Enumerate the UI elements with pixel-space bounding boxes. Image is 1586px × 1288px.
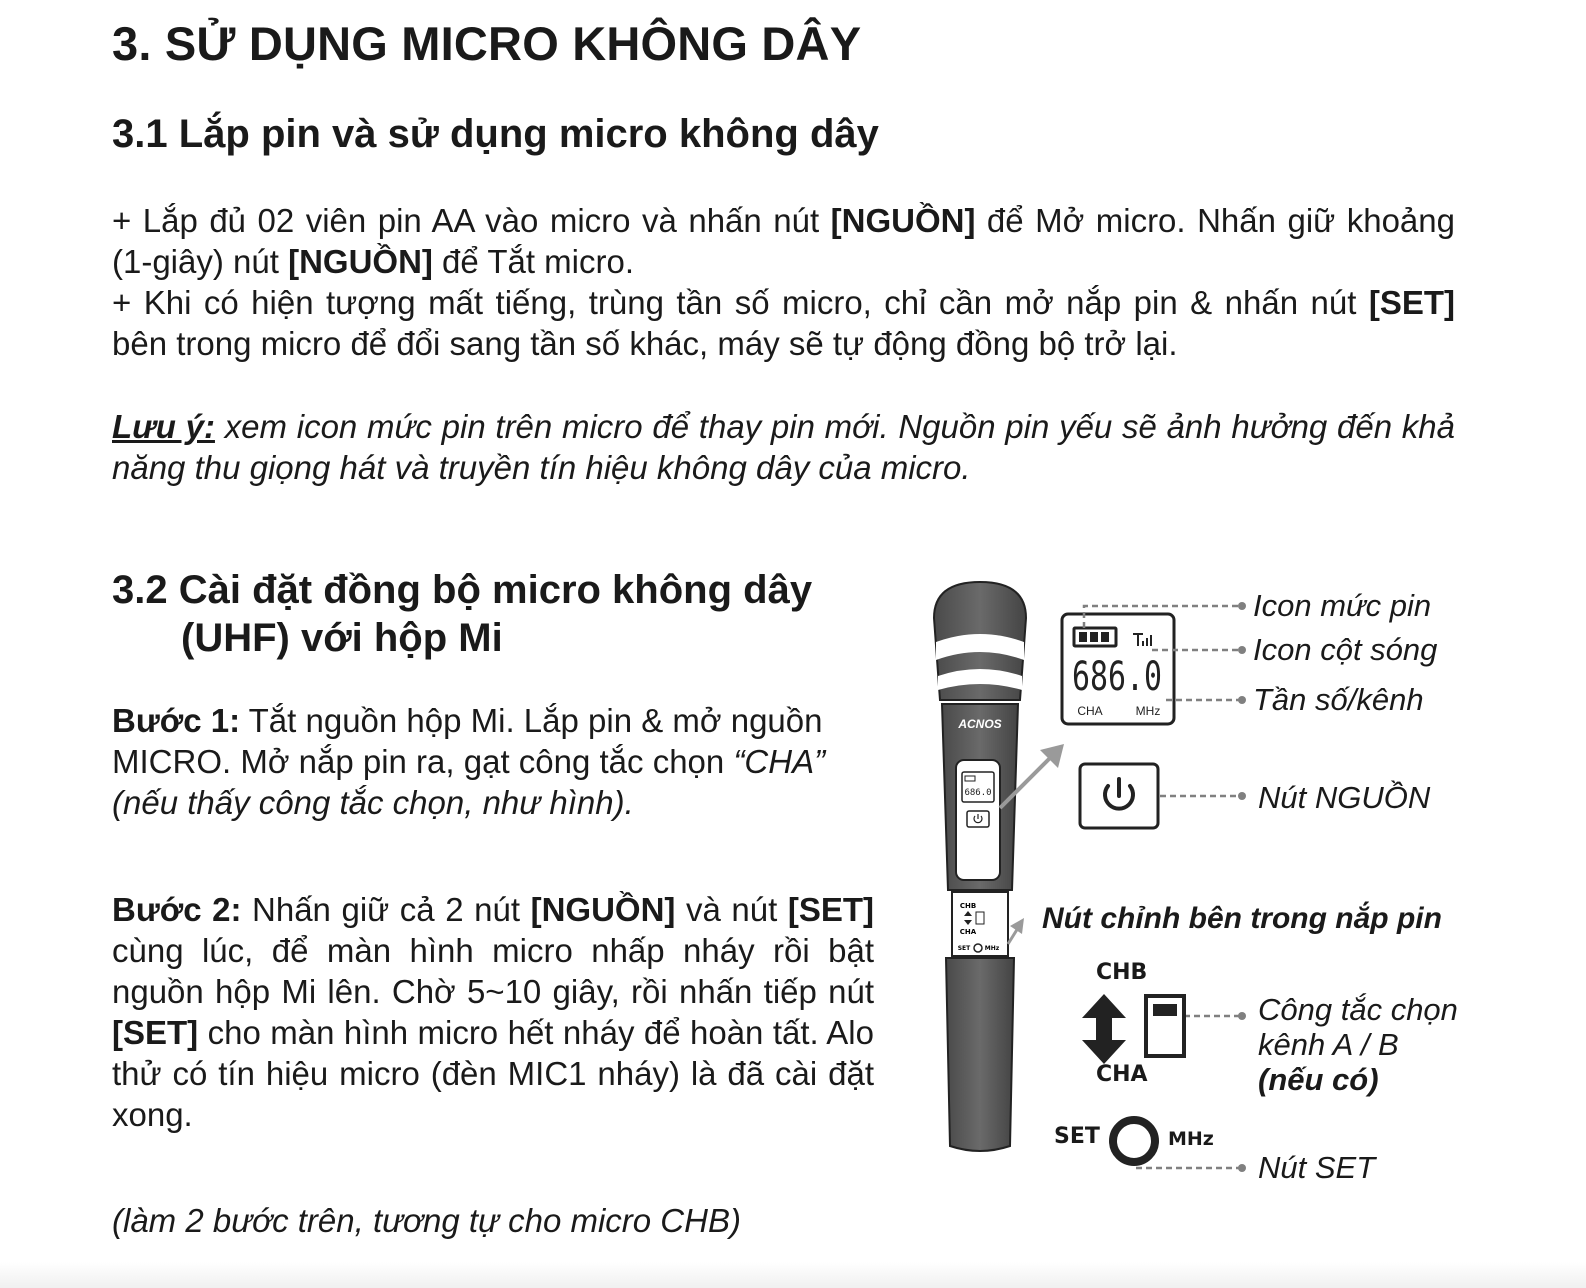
text: bên trong micro để đổi sang tần số khác, máy sẽ tự động đồng bộ trở lại. — [112, 325, 1178, 362]
text: để Tắt micro. — [432, 243, 635, 280]
step-1-label: Bước 1: — [112, 702, 241, 739]
display-cha: CHA — [1077, 704, 1103, 718]
label-inner-button: Nút chỉnh bên trong nắp pin — [1042, 902, 1442, 935]
label-power-button: Nút NGUỒN — [1258, 780, 1431, 815]
footnote: (làm 2 bước trên, tương tự cho micro CHB) — [112, 1202, 741, 1239]
text: Nhấn giữ cả 2 nút — [241, 891, 531, 928]
up-down-arrow-icon — [1082, 994, 1126, 1064]
mic-lower-handle — [946, 958, 1014, 1151]
set-button-ref: [SET] — [1368, 284, 1455, 321]
subsection-title-3-1: 3.1 Lắp pin và sử dụng micro không dây — [112, 112, 879, 156]
channel-switch-knob — [1153, 1004, 1177, 1016]
mini-display-freq: 686.0 — [964, 788, 992, 798]
label-set-button: Nút SET — [1258, 1150, 1376, 1185]
title-line-2: (UHF) với hộp Mi — [181, 616, 503, 660]
mini-chb: CHB — [959, 902, 977, 910]
battery-cell — [1090, 632, 1098, 642]
mic-brand: ACNOS — [958, 717, 1002, 731]
switch-cha-label: CHA — [1096, 1062, 1148, 1087]
title-line-1: 3.2 Cài đặt đồng bộ micro không dây — [112, 568, 813, 612]
note-label: Lưu ý: — [112, 408, 215, 445]
battery-cell — [1101, 632, 1109, 642]
text: (nếu thấy công tắc chọn, như hình). — [112, 784, 634, 821]
mini-set: SET — [957, 945, 971, 952]
text: Tắt nguồn hộp Mi. Lắp pin & mở nguồn MICRO. Mở nắp pin ra, gạt công tắc chọn — [112, 702, 823, 780]
set-label: SET — [1054, 1124, 1100, 1149]
label-frequency: Tần số/kênh — [1253, 682, 1424, 717]
inner-arrow — [1008, 928, 1018, 944]
label-switch-line-2: kênh A / B — [1258, 1027, 1399, 1062]
section-title: 3. SỬ DỤNG MICRO KHÔNG DÂY — [112, 17, 862, 70]
cha-ref: “CHA” — [733, 743, 826, 780]
text: + Lắp đủ 02 viên pin AA vào micro và nhấn nút — [112, 202, 831, 239]
text: và nút — [675, 891, 788, 928]
set-button-ref: [SET] — [112, 1014, 199, 1051]
power-button-ref: [NGUỒN] — [830, 202, 976, 239]
leader-dots — [1238, 602, 1246, 1172]
page-bottom-edge — [0, 1262, 1586, 1288]
text: cùng lúc, để màn hình micro nhấp nháy rồi bật nguồn hộp Mi lên. Chờ 5~10 giây, rồi nhấn tiếp nút — [112, 932, 874, 1010]
switch-chb-label: CHB — [1096, 960, 1148, 985]
set-button-ref: [SET] — [787, 891, 874, 928]
label-switch-line-1: Công tắc chọn — [1258, 992, 1458, 1027]
display-frequency: 686.0 — [1072, 654, 1162, 700]
text: cho màn hình micro hết nháy để hoàn tất. Alo thử có tín hiệu micro (đèn MIC1 nháy) là đã cài đặt xong. — [112, 1014, 874, 1133]
battery-cell — [1079, 632, 1087, 642]
mini-cha: CHA — [959, 928, 977, 936]
set-button — [1113, 1120, 1155, 1162]
text: để Mở micro. Nhấn giữ khoảng (1-giây) nút — [112, 202, 1455, 280]
power-button-ref: [NGUỒN] — [288, 243, 433, 280]
display-mhz: MHz — [1135, 704, 1161, 718]
label-switch-line-3: (nếu có) — [1258, 1062, 1379, 1097]
text: + Khi có hiện tượng mất tiếng, trùng tần số micro, chỉ cần mở nắp pin & nhấn nút — [112, 284, 1369, 321]
label-signal-icon: Icon cột sóng — [1253, 632, 1438, 667]
mhz-label: MHz — [1168, 1128, 1214, 1150]
label-battery-icon: Icon mức pin — [1253, 588, 1432, 623]
step-2-label: Bước 2: — [112, 891, 242, 928]
note-text: xem icon mức pin trên micro để thay pin mới. Nguồn pin yếu sẽ ảnh hưởng đến khả năng thu giọng hát và truyền tín hiệu không dây của micro. — [112, 408, 1455, 486]
power-button-ref: [NGUỒN] — [530, 891, 676, 928]
mini-mhz: MHz — [984, 945, 1000, 952]
mini-switch — [976, 912, 984, 924]
